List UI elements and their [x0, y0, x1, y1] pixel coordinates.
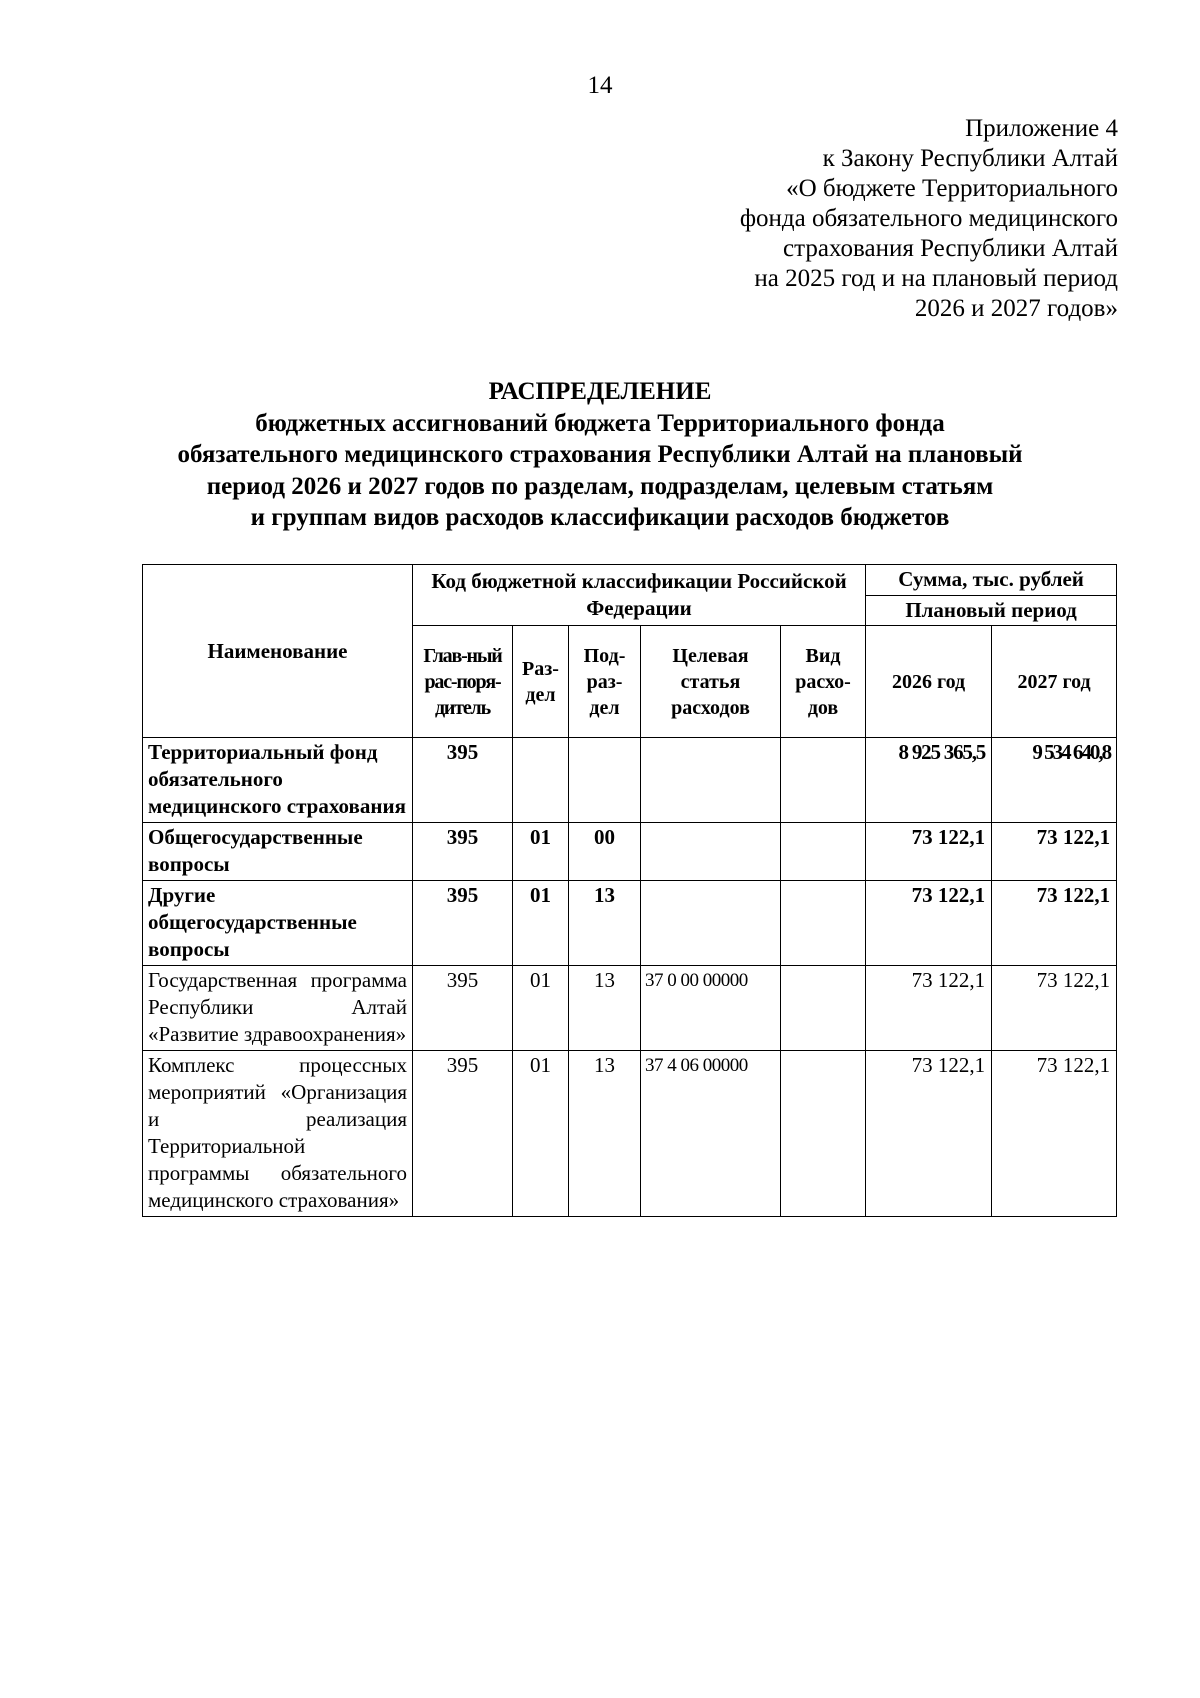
row-subsection — [569, 738, 641, 823]
header-2027: 2027 год — [992, 626, 1117, 738]
header-section: Раз-дел — [513, 626, 569, 738]
header-subsection: Под-раз-дел — [569, 626, 641, 738]
table-row — [143, 738, 1117, 823]
title-heading: РАСПРЕДЕЛЕНИЕ — [488, 378, 712, 405]
row-admin: 395 — [413, 1051, 513, 1217]
row-2027: 73 122,1 — [992, 1051, 1117, 1217]
row-type — [781, 966, 866, 1051]
row-type — [781, 881, 866, 966]
table-row — [143, 1051, 1117, 1217]
row-2026: 73 122,1 — [866, 966, 992, 1051]
row-subsection: 13 — [569, 881, 641, 966]
row-2026: 73 122,1 — [866, 823, 992, 881]
row-section: 01 — [513, 823, 569, 881]
row-subsection: 00 — [569, 823, 641, 881]
appendix-line: фонда обязательного медицинского — [739, 205, 1118, 232]
table-row — [143, 881, 1117, 966]
header-admin: Глав-ный рас-поря-дитель — [413, 626, 513, 738]
row-section — [513, 738, 569, 823]
row-target: 37 0 00 00000 — [641, 966, 781, 1051]
row-section: 01 — [513, 1051, 569, 1217]
row-admin: 395 — [413, 738, 513, 823]
appendix-line: Приложение 4 — [965, 115, 1118, 142]
row-type — [781, 823, 866, 881]
appendix-line: «О бюджете Территориального — [786, 175, 1118, 202]
row-2026: 73 122,1 — [866, 1051, 992, 1217]
row-type — [781, 738, 866, 823]
row-target: 37 4 06 00000 — [641, 1051, 781, 1217]
header-name: Наименование — [143, 565, 413, 738]
row-target — [641, 823, 781, 881]
budget-table — [142, 564, 1117, 1217]
page-number: 14 — [587, 72, 613, 99]
appendix-note — [740, 114, 1118, 324]
title-line: бюджетных ассигнований бюджета Территориального фонда — [255, 409, 945, 437]
row-section: 01 — [513, 966, 569, 1051]
row-target — [641, 738, 781, 823]
table-row — [143, 966, 1117, 1051]
row-admin: 395 — [413, 966, 513, 1051]
row-name: Комплекс процессных мероприятий «Организация и реализация Территориальной программы обязательного медицинского страхования» — [143, 1051, 413, 1217]
document-title — [0, 376, 1200, 534]
row-name: Государственная программа Республики Алтай «Развитие здравоохранения» — [143, 966, 413, 1051]
header-2026: 2026 год — [866, 626, 992, 738]
row-type — [781, 1051, 866, 1217]
row-target — [641, 881, 781, 966]
title-line: период 2026 и 2027 годов по разделам, подразделам, целевым статьям — [206, 472, 994, 500]
table-row — [143, 823, 1117, 881]
header-sum-group — [866, 565, 1117, 626]
row-section: 01 — [513, 881, 569, 966]
header-code-group: Код бюджетной классификации Российской Федерации — [413, 565, 866, 626]
title-line: и группам видов расходов классификации расходов бюджетов — [250, 504, 950, 531]
row-subsection: 13 — [569, 1051, 641, 1217]
header-target: Целевая статья расходов — [641, 626, 781, 738]
header-period-label: Плановый период — [905, 598, 1077, 622]
row-admin: 395 — [413, 823, 513, 881]
row-2027: 73 122,1 — [992, 966, 1117, 1051]
row-subsection: 13 — [569, 966, 641, 1051]
header-sum-label: Сумма, тыс. рублей — [866, 565, 1116, 596]
row-2026: 73 122,1 — [866, 881, 992, 966]
header-type: Вид расхо-дов — [781, 626, 866, 738]
appendix-line: на 2025 год и на плановый период — [754, 265, 1118, 292]
row-name: Территориальный фонд обязательного медицинского страхования — [143, 738, 413, 823]
row-2027: 73 122,1 — [992, 823, 1117, 881]
title-line: обязательного медицинского страхования Республики Алтай на плановый — [177, 441, 1023, 468]
row-name: Общегосударственные вопросы — [143, 823, 413, 881]
row-name: Другие общегосударственные вопросы — [143, 881, 413, 966]
appendix-line: 2026 и 2027 годов» — [914, 295, 1118, 322]
appendix-line: страхования Республики Алтай — [783, 235, 1118, 262]
row-admin: 395 — [413, 881, 513, 966]
row-2027: 73 122,1 — [992, 881, 1117, 966]
row-2026: 8 925 365,5 — [866, 738, 992, 823]
row-2027: 9 534 640,8 — [992, 738, 1117, 823]
appendix-line: к Закону Республики Алтай — [822, 145, 1118, 172]
